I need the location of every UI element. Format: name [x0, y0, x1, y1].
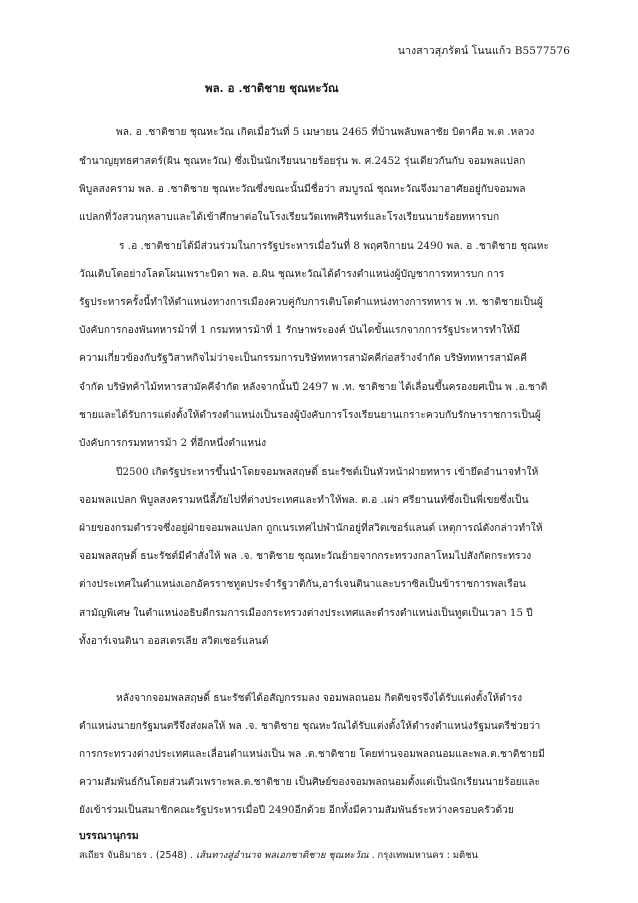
- paragraph-3-line: ปี2500 เกิดรัฐประหารขึ้นนำโดยจอมพลสฤษดิ์ ธนะรัชต์เป็นหัวหน้าฝ่ายทหาร เข้ายึดอำนาจทำให้: [116, 467, 539, 478]
- paragraph-2-line: บังคับการกองพันทหารม้าที่ 1 กรมทหารม้าที่ 1 รักษาพระองค์ บันไดขั้นแรกจากการรัฐประหารทำให้มี: [79, 325, 521, 336]
- paragraph-2-line: รัฐประหารครั้งนี้ทำให้ตำแหน่งทางการเมืองควบคู่กับการเติบโตตำแหน่งทางการทหาร พ .ท. ชาติชายเป็นผู้: [79, 297, 543, 308]
- bibliography-heading: บรรณานุกรม: [79, 830, 139, 842]
- bibliography-publisher: . กรุงเทพมหานคร : มติชน: [368, 850, 478, 861]
- paragraph-4-line: ยังเข้าร่วมเป็นสมาชิกคณะรัฐประหารเมื่อปี 2490อีกด้วย อีกทั้งมีความสัมพันธ์ระหว่างครอบครัวด้วย: [79, 805, 514, 816]
- paragraph-1-line: แปลกที่วังสวนกุหลาบและได้เข้าศึกษาต่อในโรงเรียนวัดเทพศิรินทร์และโรงเรียนนายร้อยทหารบก: [79, 212, 500, 223]
- paragraph-1-line: ชำนาญยุทธศาสตร์(ผิน ชุณหะวัณ) ซึ่งเป็นนักเรียนนายร้อยรุ่น พ. ศ.2452 รุ่นเดียวกันกับ จอมพลแปลก: [79, 156, 526, 167]
- paragraph-4-line: การกระทรวงต่างประเทศและเลื่อนตำแหน่งเป็น พล .ต.ชาติชาย โดยท่านจอมพลถนอมและพล.ต.ชาติชายมี: [79, 749, 545, 760]
- paragraph-4-line: หลังจากจอมพลสฤษดิ์ ธนะรัชต์ได้อสัญกรรมลง จอมพลถนอม กิตติขจรจึงได้รับแต่งตั้งให้ดำรง: [116, 693, 523, 704]
- paragraph-2-line: วัณเติบโตอย่างโลดโผนเพราะบิดา พล. อ.ผิน ชุณหะวัณได้ดำรงตำแหน่งผู้บัญชาการทหารบก การ: [79, 269, 505, 280]
- paragraph-4-line: ความสัมพันธ์กันโดยส่วนตัวเพราะพล.ต.ชาติชาย เป็นศิษย์ของจอมพลถนอมตั้งแต่เป็นนักเรียนนายร้อยและ: [79, 777, 541, 788]
- document-title: พล. อ .ชาติชาย ชุณหะวัณ: [205, 81, 339, 95]
- paragraph-1-line: พล. อ .ชาติชาย ชุณหะวัณ เกิดเมื่อวันที่ 5 เมษายน 2465 ที่บ้านพลับพลาชัย บิดาคือ พ.ต .หลวง: [116, 127, 535, 138]
- paragraph-3-line: ทั้งอาร์เจนตินา ออสเตรเลีย สวิตเซอร์แลนด์: [79, 636, 269, 647]
- paragraph-3-line: ต่างประเทศในตำแหน่งเอกอัครราชทูตประจำรัฐวาติกัน,อาร์เจนตินาและบราซิลเป็นข้าราชการพลเรือน: [79, 579, 526, 590]
- paragraph-3-line: ฝ่ายของกรมตำรวจซึ่งอยู่ฝ่ายจอมพลแปลก ถูกเนรเทศไปพำนักอยู่ที่สวิตเซอร์แลนด์ เหตุการณ์ดังกล่าวทำให้: [79, 523, 543, 534]
- paragraph-2-line: ความเกี่ยวข้องกับรัฐวิสาหกิจไม่ว่าจะเป็นกรรมการบริษัททหารสามัคคีก่อสร้างจำกัด บริษัททหารสามัคคี: [79, 353, 528, 364]
- paragraph-3-line: สามัญพิเศษ ในตำแหน่งอธิบดีกรมการเมืองกระทรวงต่างประเทศและดำรงตำแหน่งเป็นทูตเป็นเวลา 15 ปี: [79, 608, 533, 619]
- paragraph-1-line: พิบูลสงคราม พล. อ .ชาติชาย ชุณหะวัณซึ่งขณะนั้นมีชื่อว่า สมบูรณ์ ชุณหะวัณจึงมาอาศัยอยู่กับจอมพล: [79, 184, 526, 195]
- bibliography-entry: [79, 848, 478, 863]
- author-header: นางสาวสุภรัตน์ โนนแก้ว B5577576: [397, 45, 570, 57]
- paragraph-4-line: ตำแหน่งนายกรัฐมนตรีจึงส่งผลให้ พล .จ. ชาติชาย ชุณหะวัณได้รับแต่งตั้งให้ดำรงตำแหน่งรัฐมนตรีช่วยว่า: [79, 721, 541, 732]
- paragraph-2-line: ชายและได้รับการแต่งตั้งให้ดำรงตำแหน่งเป็นรองผู้บังคับการโรงเรียนยานเกราะควบกับรักษาราชการเป็นผู้: [79, 410, 541, 421]
- paragraph-2-line: จำกัด บริษัทค้าไม้ทหารสามัคคีจำกัด หลังจากนั้นปี 2497 พ .ท. ชาติชาย ได้เลื่อนขึ้นครองยศเป็น พ .อ.ชาติ: [79, 382, 548, 393]
- paragraph-2-line: บังคับการกรมทหารม้า 2 ที่อีกหนึ่งตำแหน่ง: [79, 438, 267, 449]
- bibliography-book-title: เส้นทางสู่อำนาจ พลเอกชาติชาย ชุณหะวัณ: [196, 850, 369, 861]
- paragraph-2-line: ร .อ .ชาติชายได้มีส่วนร่วมในการรัฐประหารเมื่อวันที่ 8 พฤศจิกายน 2490 พล. อ .ชาติชาย ชุณหะ: [119, 241, 550, 252]
- paragraph-3-line: จอมพลสฤษดิ์ ธนะรัชต์มีคำสั่งให้ พล .จ. ชาติชาย ชุณหะวัณย้ายจากกระทรวงกลาโหมไปสังกัดกระทรวง: [79, 551, 532, 562]
- paragraph-3-line: จอมพลแปลก พิบูลสงครามหนีลี้ภัยไปที่ต่างประเทศและทำให้พล. ต.อ .เผ่า ศรียานนท์ซึ่งเป็นพี่เขยซึ่งเป็น: [79, 495, 529, 506]
- bibliography-author: สเถียร จันธิมาธร . (2548) .: [79, 850, 196, 861]
